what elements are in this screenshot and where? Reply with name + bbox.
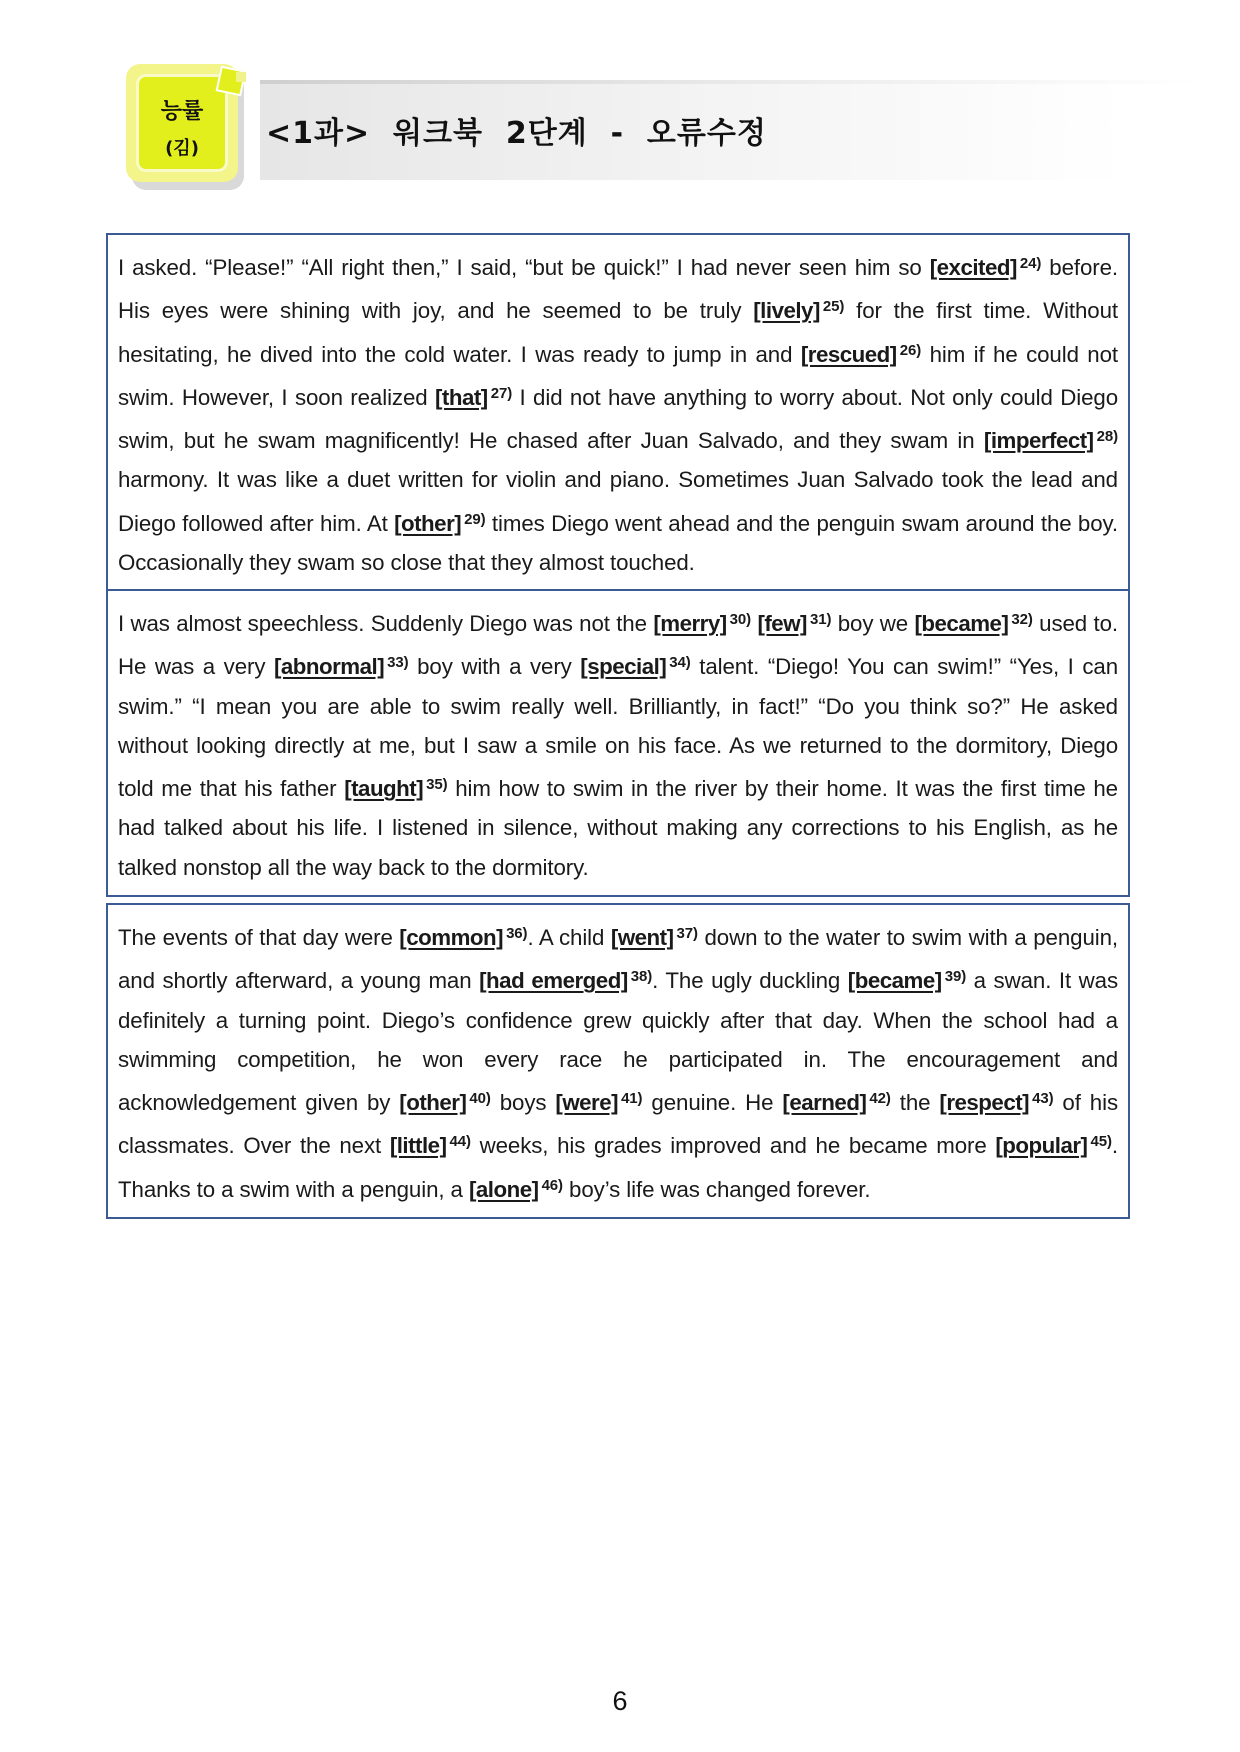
error-blank: [that] [435,384,488,410]
passage-run: before. His eyes were shining with joy, and he seemed to be truly [118,255,1119,324]
passage-run: a swan. It was definitely a turning point. Diego’s confidence grew quickly after that day. When the school had a swimming competition, he won every race he participated in. The encouragement and acknowledgement given by [118,968,1119,1116]
passage-run: weeks, his grades improved and he became more [470,1133,996,1159]
error-blank: [were] [555,1090,619,1116]
error-blank: [respect] [939,1090,1030,1116]
question-number: 28) [1096,428,1118,446]
passage-box-2 [106,589,1130,897]
passage-run: . A child [527,925,611,950]
page-number: 6 [612,1686,628,1716]
passage-text [118,600,1118,887]
question-number: 30) [729,611,752,628]
question-number: 42) [869,1090,891,1108]
passage-text [118,244,1118,582]
error-blank: [other] [394,510,462,536]
question-number: 27) [490,384,513,402]
question-number: 39) [944,968,967,986]
badge-corner-decoration-small [236,72,246,82]
question-number: 35) [426,776,448,794]
passage-run: I was almost speechless. Suddenly Diego was not the [118,611,654,636]
question-number: 25) [822,298,845,316]
question-number: 32) [1011,611,1033,628]
question-number: 34) [669,654,691,672]
passage-run: . Thanks to a swim with a penguin, a [118,1133,1118,1202]
question-number: 29) [464,510,486,528]
badge-author: (김) [165,138,199,159]
error-blank: [few] [757,611,807,636]
passage-run: talent. “Diego! You can swim!” “Yes, I can swim.” “I mean you are able to swim really well. Brilliantly, in fact!” “Do you think so?” He asked without looking directly at me, but I saw a smile on his face. As we returned to the dormitory, Diego told me that his father [118,654,1118,802]
error-blank: [popular] [995,1133,1088,1159]
passage-box-3 [106,903,1130,1219]
passage-run: . The ugly duckling [652,968,848,994]
passage-run: harmony. It was like a duet written for violin and piano. Sometimes Juan Salvado took the lead and Diego followed after him. At [118,467,1118,536]
page-title: <1과> 워크북 2단계 - 오류수정 [266,116,767,151]
error-blank: [earned] [782,1090,867,1116]
level-badge [126,64,256,198]
passage-run: the [890,1090,940,1116]
passage-run: of his classmates. Over the next [118,1090,1118,1159]
question-number: 26) [899,341,922,359]
passage-run: boy with a very [408,654,581,680]
error-blank: [abnormal] [273,654,385,680]
error-blank: [alone] [468,1176,539,1202]
passage-run: I did not have anything to worry about. Not only could Diego swim, but he swam magnificently! He chased after Juan Salvado, and they swam in [118,384,1118,454]
passage-run: him if he could not swim. However, I soon realized [118,341,1119,410]
question-number: 40) [469,1090,491,1108]
error-blank: [became] [914,611,1009,636]
passage-run: The events of that day were [118,925,400,950]
passage-run: him how to swim in the river by their home. It was the first time he had talked about his life. I listened in silence, without making any corrections to his English, as he talked nonstop all the way back to the dormitory. [118,776,1118,880]
error-blank: [went] [610,925,674,950]
passage-box-1 [106,233,1130,592]
question-number: 33) [387,654,409,672]
passage-run: boy’s life was changed forever. [562,1176,871,1202]
error-blank: [special] [580,654,667,680]
passage-text [118,914,1118,1209]
error-blank: [excited] [929,255,1017,280]
passage-run: I asked. “Please!” “All right then,” I said, “but be quick!” I had never seen him so [118,255,930,280]
error-blank: [common] [399,925,504,950]
passage-run: genuine. He [642,1090,783,1116]
question-number: 38) [630,968,653,986]
passage-run: boys [490,1090,556,1116]
error-blank: [merry] [653,611,727,636]
error-blank: [rescued] [800,341,897,367]
passage-run: boy we [831,611,915,636]
passage-run: for the first time. Without hesitating, he dived into the cold water. I was ready to jump in and [118,298,1118,367]
question-number: 44) [449,1133,471,1151]
badge-publisher: 능률 [160,99,204,124]
question-number: 37) [676,925,698,942]
error-blank: [lively] [753,298,820,324]
question-number: 36) [506,925,528,942]
question-number: 41) [621,1090,643,1108]
error-blank: [became] [847,968,942,994]
passage-run: times Diego went ahead and the penguin swam around the boy. Occasionally they swam so close that they almost touched. [118,510,1118,576]
question-number: 45) [1090,1133,1112,1151]
passage-run: used to. He was a very [118,611,1118,680]
error-blank: [imperfect] [983,428,1094,454]
question-number: 31) [809,611,832,628]
error-blank: [had emerged] [479,968,628,994]
passage-run: down to the water to swim with a penguin, and shortly afterward, a young man [118,925,1118,994]
error-blank: [little] [389,1133,447,1159]
question-number: 24) [1019,255,1042,272]
question-number: 43) [1032,1090,1054,1108]
error-blank: [taught] [344,776,424,802]
question-number: 46) [541,1176,563,1194]
error-blank: [other] [399,1090,467,1116]
